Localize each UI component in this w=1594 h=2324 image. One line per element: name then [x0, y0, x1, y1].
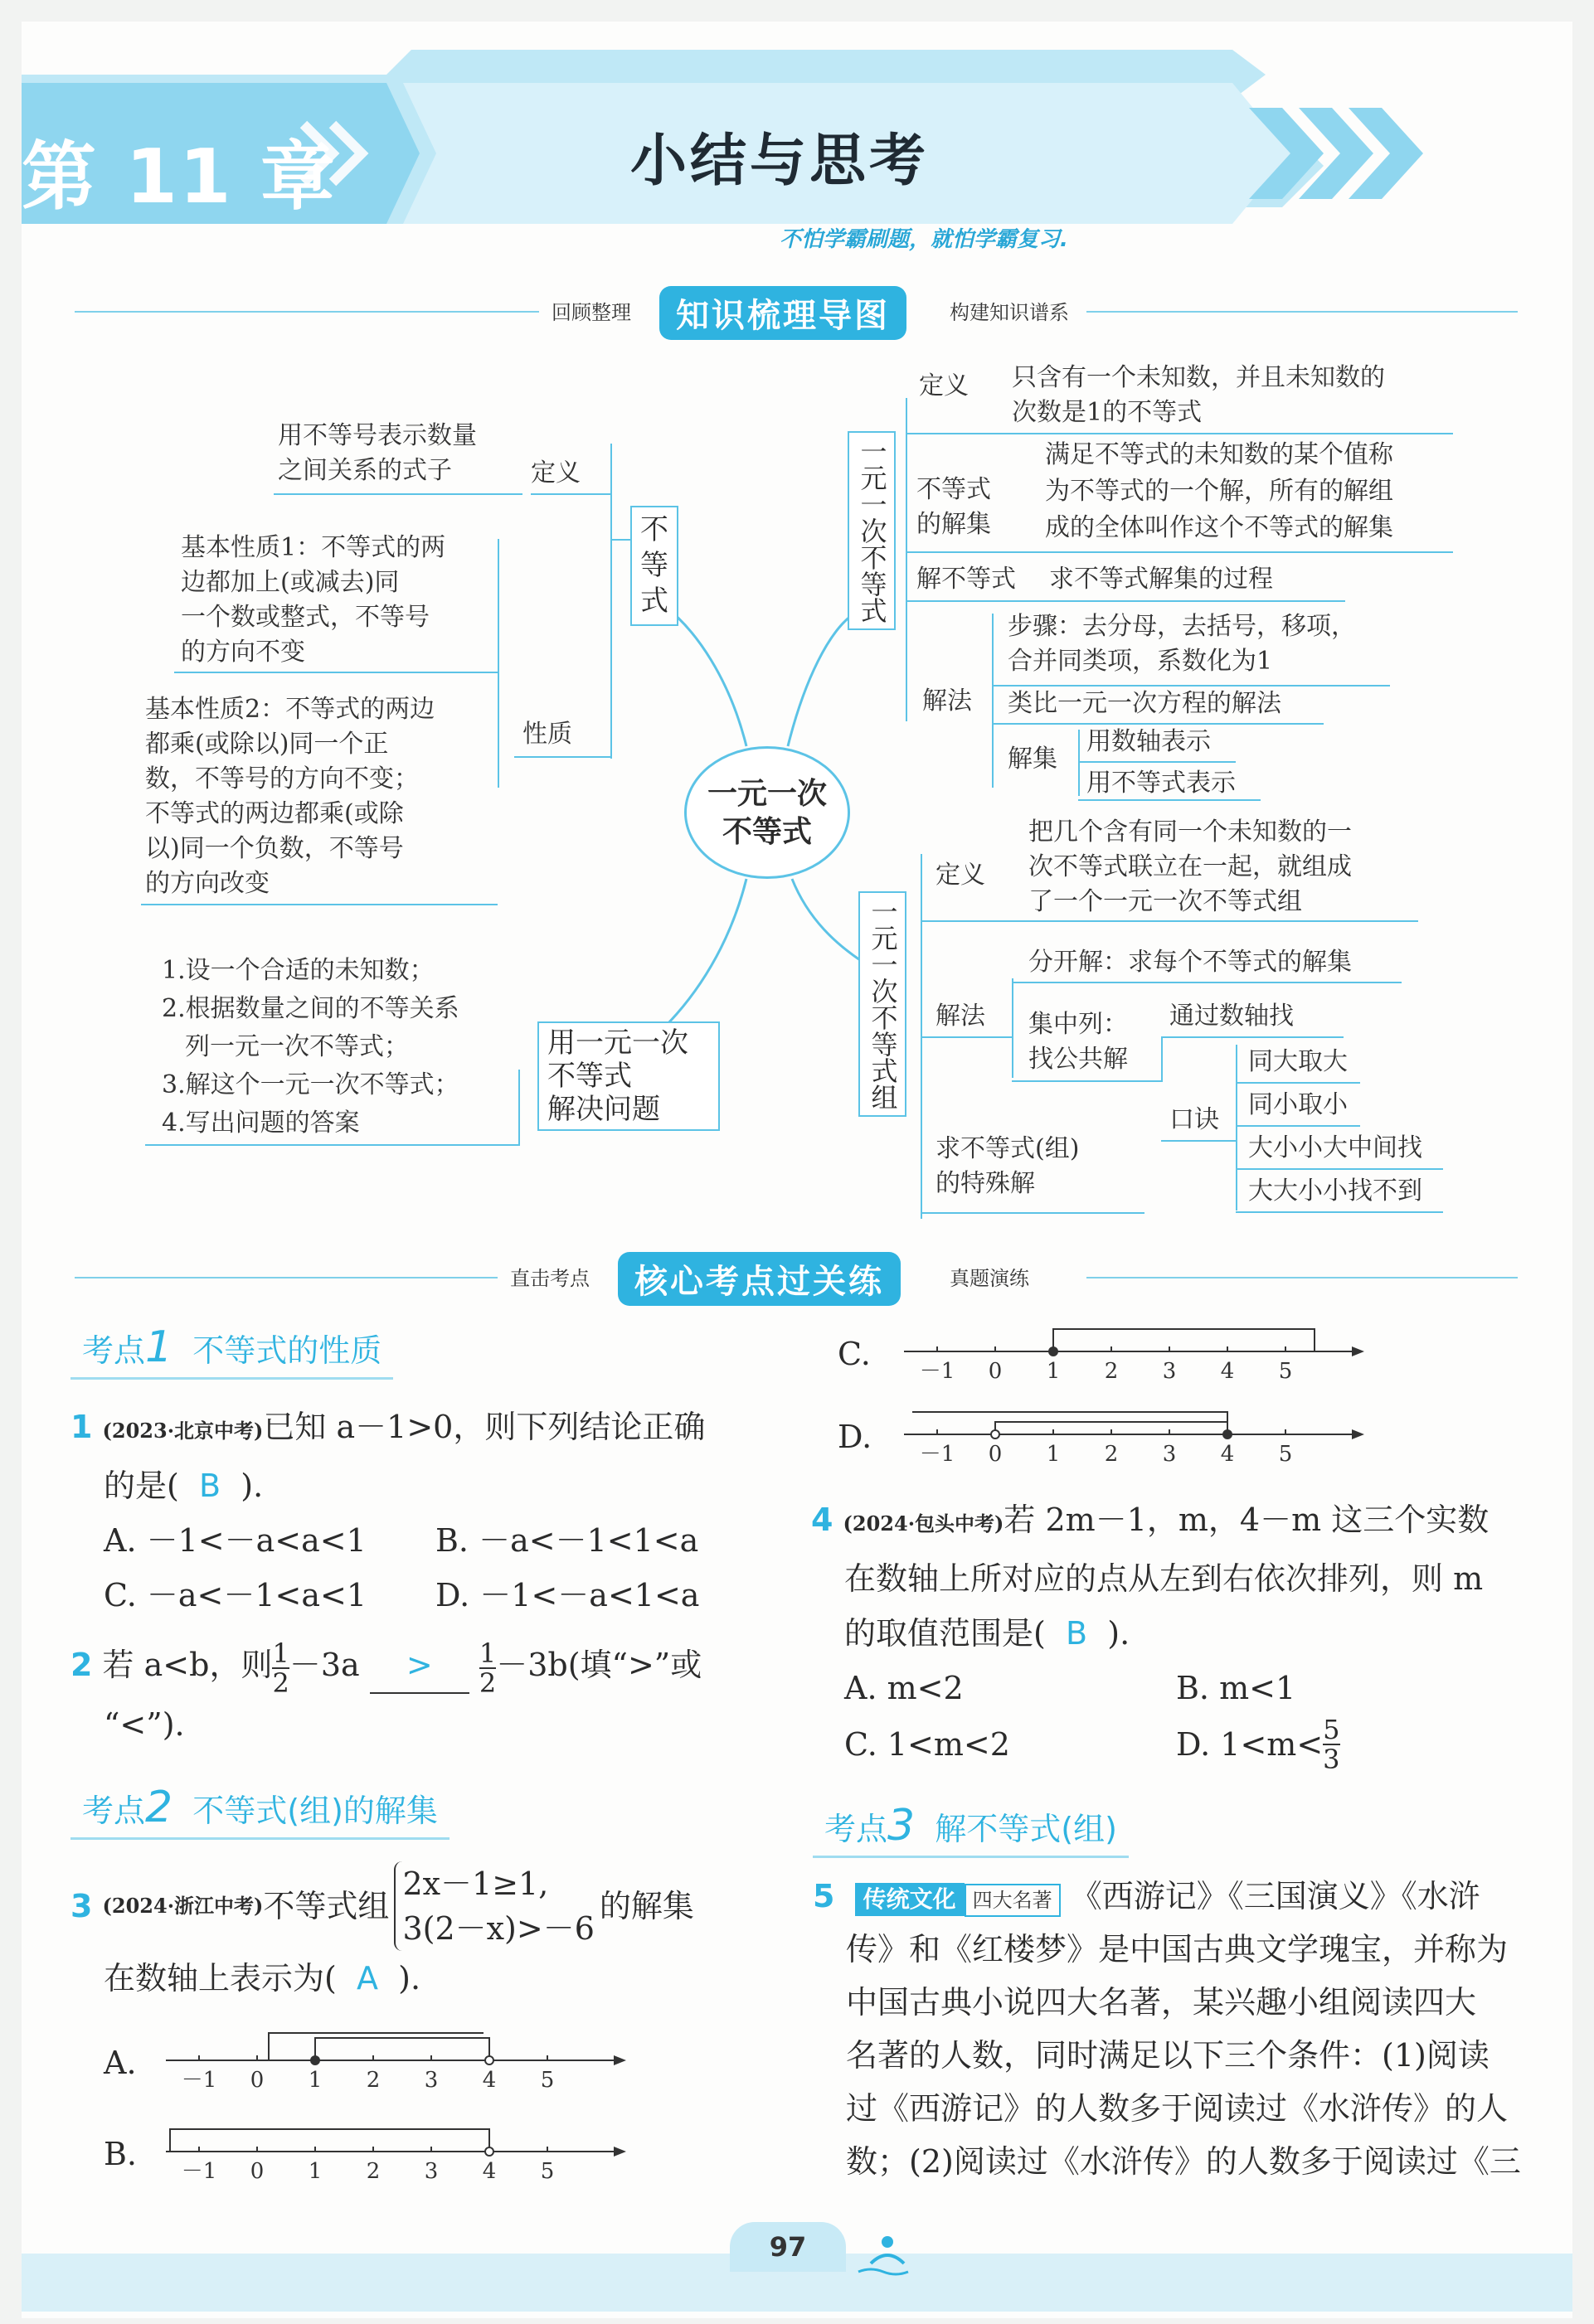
tick-label: －1 [919, 1442, 955, 1467]
q3-option-b-label: B. [104, 2136, 138, 2172]
rb-separate: 分开解：求每个不等式的解集 [1028, 948, 1352, 977]
def-text: 用不等号表示数量 之间关系的式子 [278, 421, 477, 485]
rb-rhymes: 同大取大 同小取小 大小小大中间找 大大小小找不到 [1248, 1047, 1422, 1206]
axis-arrow [614, 2055, 626, 2065]
tick-label: 5 [1278, 1442, 1293, 1467]
rb-special: 求不等式(组) 的特殊解 [936, 1134, 1080, 1198]
endpoint [311, 2056, 319, 2064]
section-left-label: 回顾整理 [552, 301, 631, 324]
box-inequality [630, 506, 678, 626]
method-label: 解法 [922, 687, 972, 716]
numberline-c [887, 1314, 1368, 1389]
tick-label: －1 [181, 2159, 217, 2184]
page-title: 小结与思考 [630, 129, 930, 194]
section-right-label: 构建知识谱系 [950, 301, 1069, 324]
question-4: 4 (2024·包头中考)若 2m－1，m，4－m 这三个实数 在数轴上所对应的点从左到右依次排列，则 m 的取值范围是( B ). A. m<2 B. m<1 C. 1<m<2 D. 1<m< $\frac{5}{3}$ [811, 1502, 1490, 1775]
solset-label: 不等式 的解集 [916, 475, 991, 539]
apply-steps: 1.设一个合适的未知数； 2.根据数量之间的不等关系 列一元一次不等式； 3.解这个一元一次不等式； 4.写出问题的答案 [162, 956, 459, 1138]
rb-def-text: 把几个含有同一个未知数的一 次不等式联立在一起，就组成 了一个一元一次不等式组 [1028, 818, 1352, 916]
tick-label: 2 [1104, 1359, 1119, 1384]
tick-label: 0 [250, 2159, 265, 2184]
tag-traditional-culture: 传统文化 [855, 1883, 965, 1916]
kp1-heading: 考点1 不等式的性质 [70, 1322, 393, 1380]
tick-label: 5 [540, 2159, 555, 2184]
tick-label: 2 [1104, 1442, 1119, 1467]
numberline-b [149, 2114, 630, 2189]
tick-label: 4 [482, 2159, 497, 2184]
prop1-text: 基本性质1：不等式的两 边都加上(或减去)同 一个数或整式，不等号 的方向不变 [181, 533, 446, 667]
section2-right-label: 真题演练 [950, 1267, 1029, 1290]
box-apply: 用一元一次 不等式 解决问题 [537, 1021, 720, 1131]
tick-label: 4 [482, 2068, 497, 2093]
tick-label: 2 [366, 2159, 381, 2184]
solution-bracket [269, 2033, 484, 2060]
axis-arrow [1352, 1346, 1364, 1356]
slogan: 不怕学霸刷题，就怕学霸复习. [780, 227, 1068, 252]
prop2-text: 基本性质2：不等式的两边 都乘(或除以)同一个正 数，不等号的方向不变； 不等式的两边都乘(或除 以)同一个负数，不等号 的方向改变 [145, 695, 435, 898]
jieji-label: 解集 [1008, 745, 1057, 774]
tick-label: 3 [1162, 1442, 1177, 1467]
chapter-label: 第 11 章 [22, 133, 337, 221]
tick-label: 3 [1162, 1359, 1177, 1384]
section-header-practice [75, 1252, 1518, 1302]
question-1: 1 (2023·北京中考)已知 a－1>0，则下列结论正确 的是( B ). A. －1<－a<a<1 B. －a<－1<1<a C. －a<－1<a<1 D. －1<－a<1<a [70, 1409, 706, 1613]
tick-label: －1 [919, 1359, 955, 1384]
jieji-inequality: 用不等式表示 [1086, 769, 1236, 798]
prop-label: 性质 [522, 720, 572, 749]
tick-label: 0 [988, 1442, 1003, 1467]
solution-bracket [170, 2129, 489, 2152]
q3-option-c-label: C. [838, 1336, 871, 1372]
def-label: 定义 [531, 458, 581, 488]
solve-text: 求不等式解集的过程 [1049, 565, 1273, 594]
section2-left-label: 直击考点 [510, 1267, 590, 1290]
question-5: 5 传统文化 四大名著 《西游记》《三国演义》《水浒 传》和《红楼梦》是中国古典文学瑰宝，并称为 中国古典小说四大名著，某兴趣小组阅读四大 名著的人数，同时满足以下三个条件：(1)阅读 过《西游记》的人数多于阅读过《水浒传》的人 数；(2)阅读过《水浒传》的人数多于阅读过《三 [813, 1878, 1521, 2180]
rt-def-label: 定义 [919, 371, 969, 400]
endpoint [485, 2147, 493, 2156]
tick-label: 4 [1220, 1359, 1235, 1384]
q3-option-d-label: D. [838, 1419, 872, 1455]
rt-def-text: 只含有一个未知数，并且未知数的 次数是1的不等式 [1012, 363, 1385, 427]
tick-label: 0 [250, 2068, 265, 2093]
tick-label: －1 [181, 2068, 217, 2093]
axis-arrow [614, 2147, 626, 2157]
tick-label: 3 [424, 2159, 439, 2184]
section-pill: 知识梳理导图 [659, 286, 906, 340]
solve-label: 解不等式 [916, 565, 1016, 594]
endpoint [991, 1430, 999, 1439]
numberline-a [149, 2023, 630, 2098]
tick-label: 1 [308, 2159, 323, 2184]
solset-text: 满足不等式的未知数的某个值称 为不等式的一个解，所有的解组 成的全体叫作这个不等式的解集 [1045, 440, 1393, 542]
answer-3: A [357, 1960, 378, 1997]
endpoint [1049, 1347, 1057, 1356]
tick-label: 3 [424, 2068, 439, 2093]
answer-4: B [1066, 1615, 1088, 1652]
question-2: 2 若 a<b，则 $\frac{1}{2}$ －3a > $\frac{1}{2}$ －3b(填“>”或 “<”). [70, 1637, 702, 1743]
box-inequality-text: 不等式 [640, 513, 668, 618]
question-3: 3 (2024·浙江中考) 不等式组 2x－1≥1, 3(2－x)>－6 的解集 在数轴上表示为( A ). [70, 1861, 800, 2006]
tick-label: 5 [540, 2068, 555, 2093]
method-steps: 步骤：去分母，去括号，移项， 合并同类项，系数化为1 [1008, 612, 1356, 676]
kp2-heading: 考点2 不等式(组)的解集 [70, 1783, 450, 1840]
page-number: 97 [730, 2222, 846, 2272]
box-inequality-system: 一元一次不等式组 [858, 891, 906, 1117]
numberline-d [887, 1397, 1368, 1472]
q3-option-a-label: A. [104, 2045, 137, 2081]
tick-label: 4 [1220, 1442, 1235, 1467]
jieji-numberline: 用数轴表示 [1086, 727, 1211, 756]
axis-arrow [1352, 1429, 1364, 1439]
section2-pill: 核心考点过关练 [618, 1252, 901, 1306]
tick-label: 5 [1278, 1359, 1293, 1384]
solution-bracket [912, 1412, 1227, 1434]
tick-label: 1 [1046, 1359, 1061, 1384]
solution-bracket [315, 2038, 489, 2060]
tick-label: 0 [988, 1359, 1003, 1384]
answer-1: B [199, 1468, 221, 1504]
rb-numline: 通过数轴找 [1169, 1002, 1294, 1031]
rb-rhyme-label: 口诀 [1169, 1105, 1219, 1134]
rb-method-label: 解法 [936, 1002, 985, 1031]
tick-label: 1 [308, 2068, 323, 2093]
endpoint [1223, 1430, 1232, 1439]
rower-icon [854, 2230, 921, 2280]
answer-2: > [370, 1637, 469, 1694]
box-linear-inequality: 一元一次不等式 [848, 431, 896, 630]
tag-four-classics: 四大名著 [965, 1884, 1061, 1917]
rb-def-label: 定义 [936, 861, 985, 890]
endpoint [485, 2056, 493, 2064]
kp3-heading: 考点3 解不等式(组) [813, 1801, 1129, 1858]
method-analog: 类比一元一次方程的解法 [1008, 689, 1281, 718]
tick-label: 2 [366, 2068, 381, 2093]
tick-label: 1 [1046, 1442, 1061, 1467]
rb-together: 集中列： 找公共解 [1028, 1010, 1128, 1074]
solution-bracket [1053, 1329, 1315, 1351]
center-node: 一元一次 不等式 [684, 746, 850, 879]
